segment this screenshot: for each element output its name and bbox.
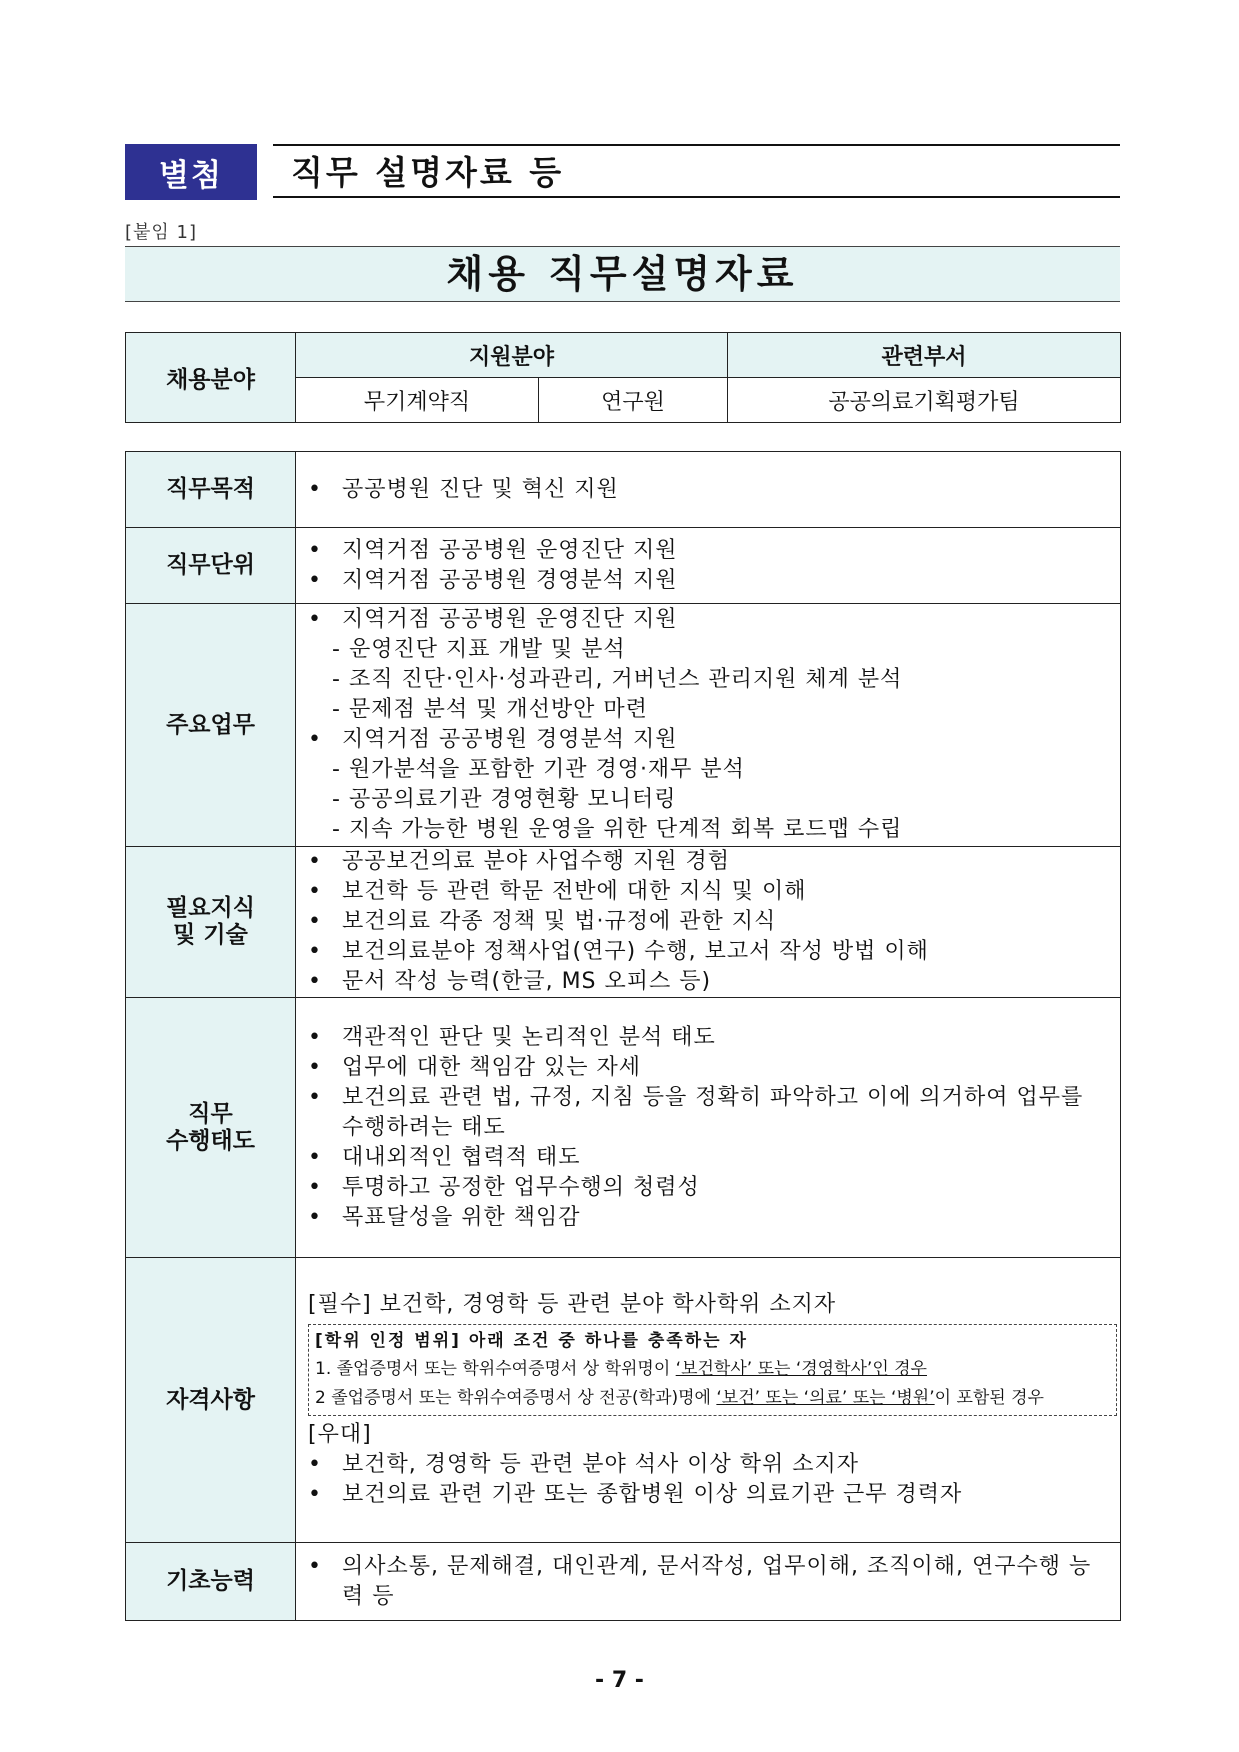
table-row — [126, 998, 1121, 1258]
list-item: • 공공보건의료 분야 사업수행 지원 경험 — [308, 847, 1110, 877]
condition-2 — [315, 1384, 1110, 1413]
list-item: • 보건의료분야 정책사업(연구) 수행, 보고서 작성 방법 이해 — [308, 937, 1110, 967]
list-item: • 지역거점 공공병원 운영진단 지원 — [308, 605, 1110, 635]
knowledge-label — [126, 847, 296, 998]
table-row — [126, 604, 1121, 847]
condition-2-text: 2 졸업증명서 또는 학위수여증명서 상 전공(학과)명에 — [315, 1388, 717, 1408]
knowledge-label-line2: 및 기술 — [173, 922, 248, 948]
sub-item: - 운영진단 지표 개발 및 분석 — [308, 635, 1110, 665]
position: 연구원 — [539, 378, 728, 423]
unit-label: 직무단위 — [126, 528, 296, 604]
basic-ability-label: 기초능력 — [126, 1543, 296, 1621]
table-row — [126, 528, 1121, 604]
condition-1-underlined: ‘보건학사’ 또는 ‘경영학사’인 경우 — [675, 1359, 927, 1379]
sub-item: - 조직 진단·인사·성과관리, 거버넌스 관리지원 체계 분석 — [308, 665, 1110, 695]
table-row — [126, 1258, 1121, 1543]
qualification-label: 자격사항 — [126, 1258, 296, 1543]
section-title: 직무 설명자료 등 — [273, 144, 1120, 198]
purpose-content — [296, 452, 1121, 528]
section-header — [125, 144, 1120, 202]
list-item: • 보건의료 관련 법, 규정, 지침 등을 정확히 파악하고 이에 의거하여 업무를 수행하려는 태도 — [308, 1083, 1110, 1143]
list-item: • 보건의료 각종 정책 및 법·규정에 관한 지식 — [308, 907, 1110, 937]
sub-item: - 공공의료기관 경영현황 모니터링 — [308, 785, 1110, 815]
preferred-label: [우대] — [308, 1422, 372, 1447]
attitude-label — [126, 998, 296, 1258]
table-row — [126, 1543, 1121, 1621]
condition-2-underlined: ‘보건’ 또는 ‘의료’ 또는 ‘병원’ — [716, 1388, 935, 1408]
page-number: - 7 - — [595, 1668, 644, 1693]
recruit-field-table — [125, 332, 1121, 423]
list-item: • 문서 작성 능력(한글, MS 오피스 등) — [308, 967, 1110, 997]
attitude-label-line2: 수행태도 — [166, 1127, 255, 1154]
list-item: • 의사소통, 문제해결, 대인관계, 문서작성, 업무이해, 조직이해, 연구수행 능력 등 — [308, 1552, 1110, 1612]
degree-recognition-title: [학위 인정 범위] 아래 조건 중 하나를 충족하는 자 — [315, 1331, 748, 1351]
list-item: • 목표달성을 위한 책임감 — [308, 1203, 1110, 1233]
sub-item: - 문제점 분석 및 개선방안 마련 — [308, 695, 1110, 725]
condition-1 — [315, 1355, 1110, 1384]
list-item: • 업무에 대한 책임감 있는 자세 — [308, 1053, 1110, 1083]
job-description-table — [125, 451, 1121, 1621]
knowledge-content — [296, 847, 1121, 998]
apply-field-header: 지원분야 — [296, 333, 728, 378]
duties-content — [296, 604, 1121, 847]
list-item: • 보건의료 관련 기관 또는 종합병원 이상 의료기관 근무 경력자 — [308, 1480, 1110, 1510]
attitude-content — [296, 998, 1121, 1258]
list-item: • 보건학 등 관련 학문 전반에 대한 지식 및 이해 — [308, 877, 1110, 907]
condition-2-suffix: 이 포함된 경우 — [934, 1388, 1044, 1408]
list-item: • 투명하고 공정한 업무수행의 청렴성 — [308, 1173, 1110, 1203]
list-item: • 보건학, 경영학 등 관련 분야 석사 이상 학위 소지자 — [308, 1450, 1110, 1480]
sub-item: - 원가분석을 포함한 기관 경영·재무 분석 — [308, 755, 1110, 785]
basic-ability-content — [296, 1543, 1121, 1621]
document-title: 채용 직무설명자료 — [125, 246, 1120, 302]
condition-1-text: 1. 졸업증명서 또는 학위수여증명서 상 학위명이 — [315, 1359, 676, 1379]
list-item: • 지역거점 공공병원 운영진단 지원 — [308, 536, 1110, 566]
department-header: 관련부서 — [728, 333, 1121, 378]
list-item: • 지역거점 공공병원 경영분석 지원 — [308, 566, 1110, 596]
degree-recognition-box — [308, 1324, 1117, 1416]
recruit-category-label: 채용분야 — [126, 333, 296, 423]
unit-content — [296, 528, 1121, 604]
required-qualification: [필수] 보건학, 경영학 등 관련 분야 학사학위 소지자 — [308, 1292, 837, 1317]
table-row — [126, 452, 1121, 528]
knowledge-label-line1: 필요지식 — [166, 895, 255, 921]
qualification-content — [296, 1258, 1121, 1543]
employment-type: 무기계약직 — [296, 378, 539, 423]
duties-label: 주요업무 — [126, 604, 296, 847]
sub-item: - 지속 가능한 병원 운영을 위한 단계적 회복 로드맵 수립 — [308, 815, 1110, 845]
attachment-badge: 별첨 — [125, 144, 257, 200]
list-item: • 대내외적인 협력적 태도 — [308, 1143, 1110, 1173]
attachment-label: [붙임 1] — [125, 222, 197, 243]
list-item: • 공공병원 진단 및 혁신 지원 — [308, 475, 1110, 505]
list-item: • 지역거점 공공병원 경영분석 지원 — [308, 725, 1110, 755]
list-item: • 객관적인 판단 및 논리적인 분석 태도 — [308, 1023, 1110, 1053]
attitude-label-line1: 직무 — [188, 1100, 233, 1127]
purpose-label: 직무목적 — [126, 452, 296, 528]
department: 공공의료기획평가팀 — [728, 378, 1121, 423]
table-row — [126, 847, 1121, 998]
